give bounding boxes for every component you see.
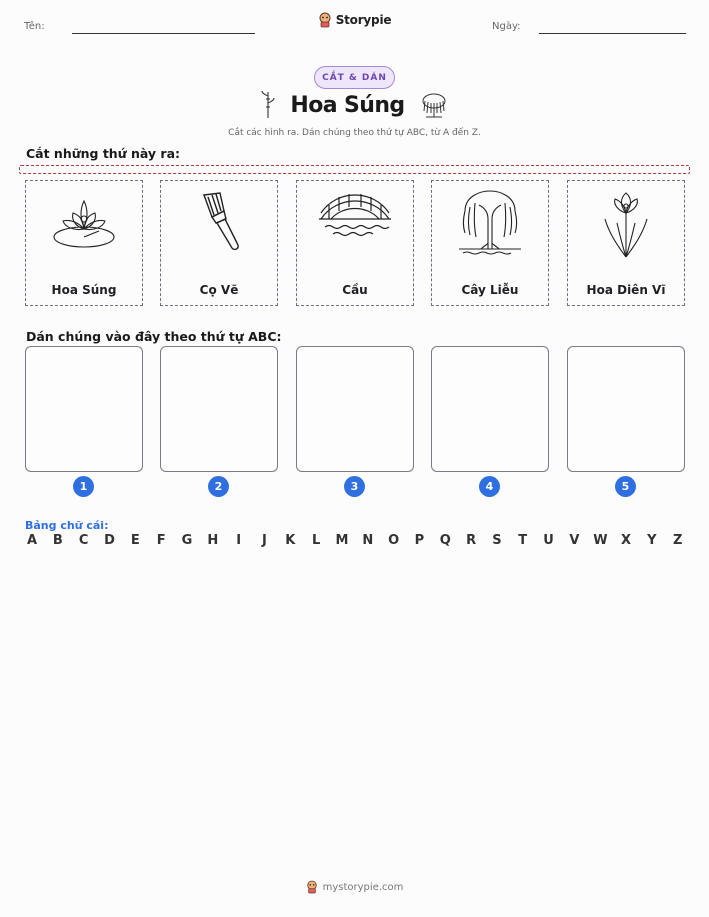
alphabet-letter: J <box>262 533 267 548</box>
brand-logo <box>0 12 709 28</box>
alphabet-letter: K <box>285 533 296 548</box>
alphabet-letter: N <box>362 533 374 548</box>
cutout-card-water-lily[interactable] <box>25 180 143 306</box>
name-line[interactable] <box>72 33 255 34</box>
date-label: Ngày: <box>492 21 521 32</box>
instructions: Cắt các hình ra. Dán chúng theo thứ tự ABC, từ A đến Z. <box>228 128 481 138</box>
alphabet-letter: V <box>569 533 580 548</box>
card-label: Cọ Vẽ <box>199 283 239 297</box>
title-row <box>0 90 709 120</box>
slot-number-4: 4 <box>479 476 500 497</box>
alphabet-letter: E <box>130 533 140 548</box>
bridge-icon <box>317 189 393 243</box>
brand-name: Storypie <box>335 13 392 27</box>
alphabet-letter: Z <box>672 533 683 548</box>
alphabet-letter: W <box>593 533 608 548</box>
alphabet-letter: B <box>52 533 63 548</box>
water-lily-icon <box>49 189 119 251</box>
alphabet-letter: Q <box>439 533 451 548</box>
alphabet-letter: X <box>621 533 632 548</box>
alphabet-row <box>25 533 685 548</box>
alphabet-letter: H <box>207 533 219 548</box>
alphabet-letter: I <box>236 533 242 548</box>
slot-number-2: 2 <box>208 476 229 497</box>
slot-number-3: 3 <box>344 476 365 497</box>
cutout-card-willow[interactable] <box>431 180 549 306</box>
cut-guide-line <box>19 165 690 174</box>
paste-slot-5[interactable] <box>567 346 685 472</box>
alphabet-letter: D <box>104 533 115 548</box>
alphabet-letter: O <box>388 533 400 548</box>
alphabet-letter: P <box>414 533 425 548</box>
cutout-card-paintbrush[interactable] <box>160 180 278 306</box>
iris-flower-icon <box>593 189 659 259</box>
bamboo-icon <box>260 90 276 120</box>
page-title: Hoa Súng <box>290 92 405 118</box>
cut-heading: Cắt những thứ này ra: <box>26 146 181 161</box>
card-label: Cây Liễu <box>461 283 519 297</box>
footer <box>0 880 709 894</box>
activity-badge: CẮT & DÁN <box>314 66 395 89</box>
storypie-mascot-icon <box>306 880 318 894</box>
alphabet-letter: A <box>26 533 38 548</box>
paste-slot-1[interactable] <box>25 346 143 472</box>
cutout-card-bridge[interactable] <box>296 180 414 306</box>
paintbrush-icon <box>184 189 254 255</box>
alphabet-letter: S <box>492 533 502 548</box>
card-label: Cầu <box>342 283 368 297</box>
alphabet-letter: L <box>311 533 321 548</box>
paste-slot-2[interactable] <box>160 346 278 472</box>
slot-number-1: 1 <box>73 476 94 497</box>
paste-slot-3[interactable] <box>296 346 414 472</box>
card-label: Hoa Diên Vĩ <box>586 283 666 297</box>
willow-tree-small-icon <box>419 91 449 119</box>
footer-url[interactable]: mystorypie.com <box>322 881 404 893</box>
alphabet-letter: C <box>78 533 89 548</box>
alphabet-letter: U <box>543 533 554 548</box>
alphabet-title: Bảng chữ cái: <box>25 519 109 532</box>
date-line[interactable] <box>539 33 686 34</box>
alphabet-letter: R <box>466 533 477 548</box>
name-label: Tên: <box>24 21 45 32</box>
paste-slot-4[interactable] <box>431 346 549 472</box>
cutout-card-iris[interactable] <box>567 180 685 306</box>
alphabet-letter: M <box>335 533 349 548</box>
willow-tree-icon <box>455 189 525 255</box>
alphabet-letter: F <box>156 533 166 548</box>
slot-number-5: 5 <box>615 476 636 497</box>
paste-heading: Dán chúng vào đây theo thứ tự ABC: <box>26 329 282 344</box>
alphabet-letter: Y <box>647 533 657 548</box>
card-label: Hoa Súng <box>51 283 117 297</box>
alphabet-letter: G <box>181 533 193 548</box>
alphabet-letter: T <box>518 533 528 548</box>
storypie-mascot-icon <box>318 12 332 28</box>
